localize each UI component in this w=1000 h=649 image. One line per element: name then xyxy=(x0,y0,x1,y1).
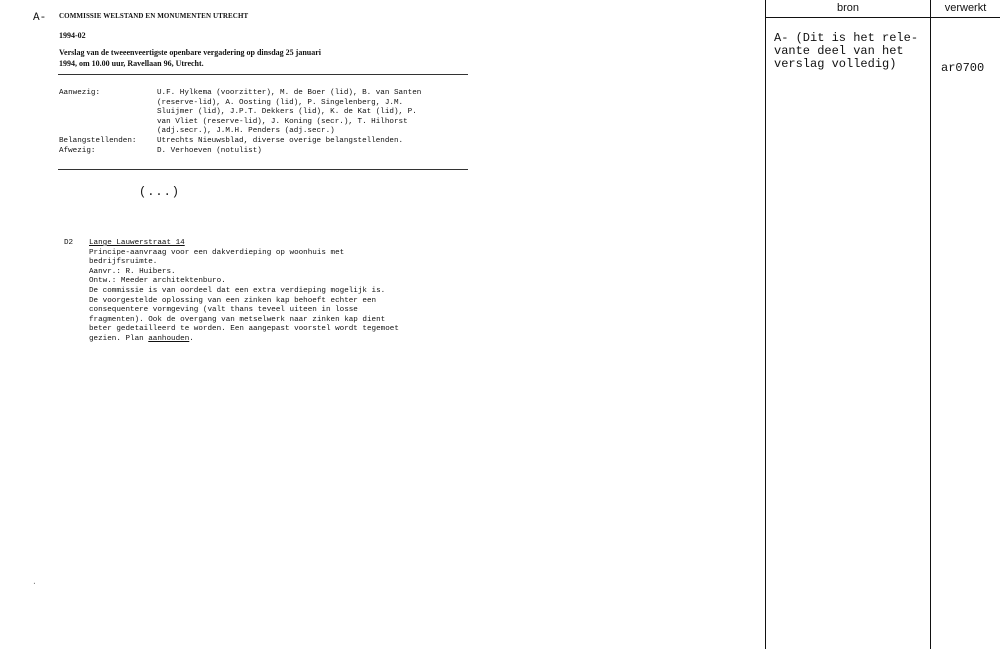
verwerkt-code: ar0700 xyxy=(941,61,985,75)
attendance-value: U.F. Hylkema (voorzitter), M. de Boer (lid), B. van Santen (reserve-lid), A. Oosting (lid), P. Singelenberg, J.M. Sluijmer (lid), J.P.T. Dekkers (lid), K. de Kat (lid), P. van Vliet (reserve-lid), J. Koning (secr.), T. Hilhorst (adj.secr.), J.M.H. Penders (adj.secr.) xyxy=(157,89,422,136)
panel-border-left xyxy=(765,0,766,649)
attendance-row-interested xyxy=(59,137,469,147)
report-number: 1994-02 xyxy=(59,31,86,40)
attendance-block xyxy=(59,89,469,156)
item-address: Lange Lauwerstraat 14 xyxy=(89,239,185,247)
attendance-row-present xyxy=(59,89,469,137)
title-line-1: Verslag van de tweeenveertigste openbare vergadering op dinsdag 25 januari xyxy=(59,48,321,57)
annotation-panel xyxy=(765,0,1000,649)
item-code: D2 xyxy=(64,239,74,247)
attendance-value: D. Verhoeven (notulist) xyxy=(157,146,262,155)
column-divider xyxy=(930,0,931,649)
attendance-label: Aanwezig: xyxy=(59,89,101,97)
report-title xyxy=(59,47,459,69)
margin-mark: A- xyxy=(33,12,47,24)
attendance-value: Utrechts Nieuwsblad, diverse overige belangstellenden. xyxy=(157,136,404,145)
attendance-label: Afwezig: xyxy=(59,146,96,155)
scan-speck: . xyxy=(32,578,37,587)
item-text: Principe-aanvraag voor een dakverdieping op woonhuis met bedrijfsruimte. Aanvr.: R. Huibers. Ontw.: Meeder architektenburo. De commissie is van oordeel dat een extra verdieping mogelijk is. De voorgestelde oplossing van een zinken kap behoeft echter een consequentere vormgeving (valt thans teveel uiteen in losse fragmenten). Ook de overgang van metselwerk naar zinken kap dient beter gedetailleerd te worden. Een aangepast voorstel wordt tegemoet gezien. Plan xyxy=(89,248,399,343)
column-header-bron: bron xyxy=(836,2,860,14)
title-line-2: 1994, om 10.00 uur, Ravellaan 96, Utrecht. xyxy=(59,59,204,68)
attendance-row-absent xyxy=(59,147,469,157)
item-end: . xyxy=(189,334,194,343)
column-header-verwerkt: verwerkt xyxy=(944,2,987,14)
divider-top xyxy=(58,74,468,75)
attendance-label: Belangstellenden: xyxy=(59,136,137,145)
divider-bottom xyxy=(58,169,468,170)
item-decision: aanhouden xyxy=(148,334,190,343)
bron-note: A- (Dit is het rele- vante deel van het verslag volledig) xyxy=(774,31,919,71)
header-rule xyxy=(765,17,1000,18)
organization-header: COMMISSIE WELSTAND EN MONUMENTEN UTRECHT xyxy=(59,12,249,20)
omission-marker: (...) xyxy=(139,185,181,199)
item-body xyxy=(89,239,469,345)
